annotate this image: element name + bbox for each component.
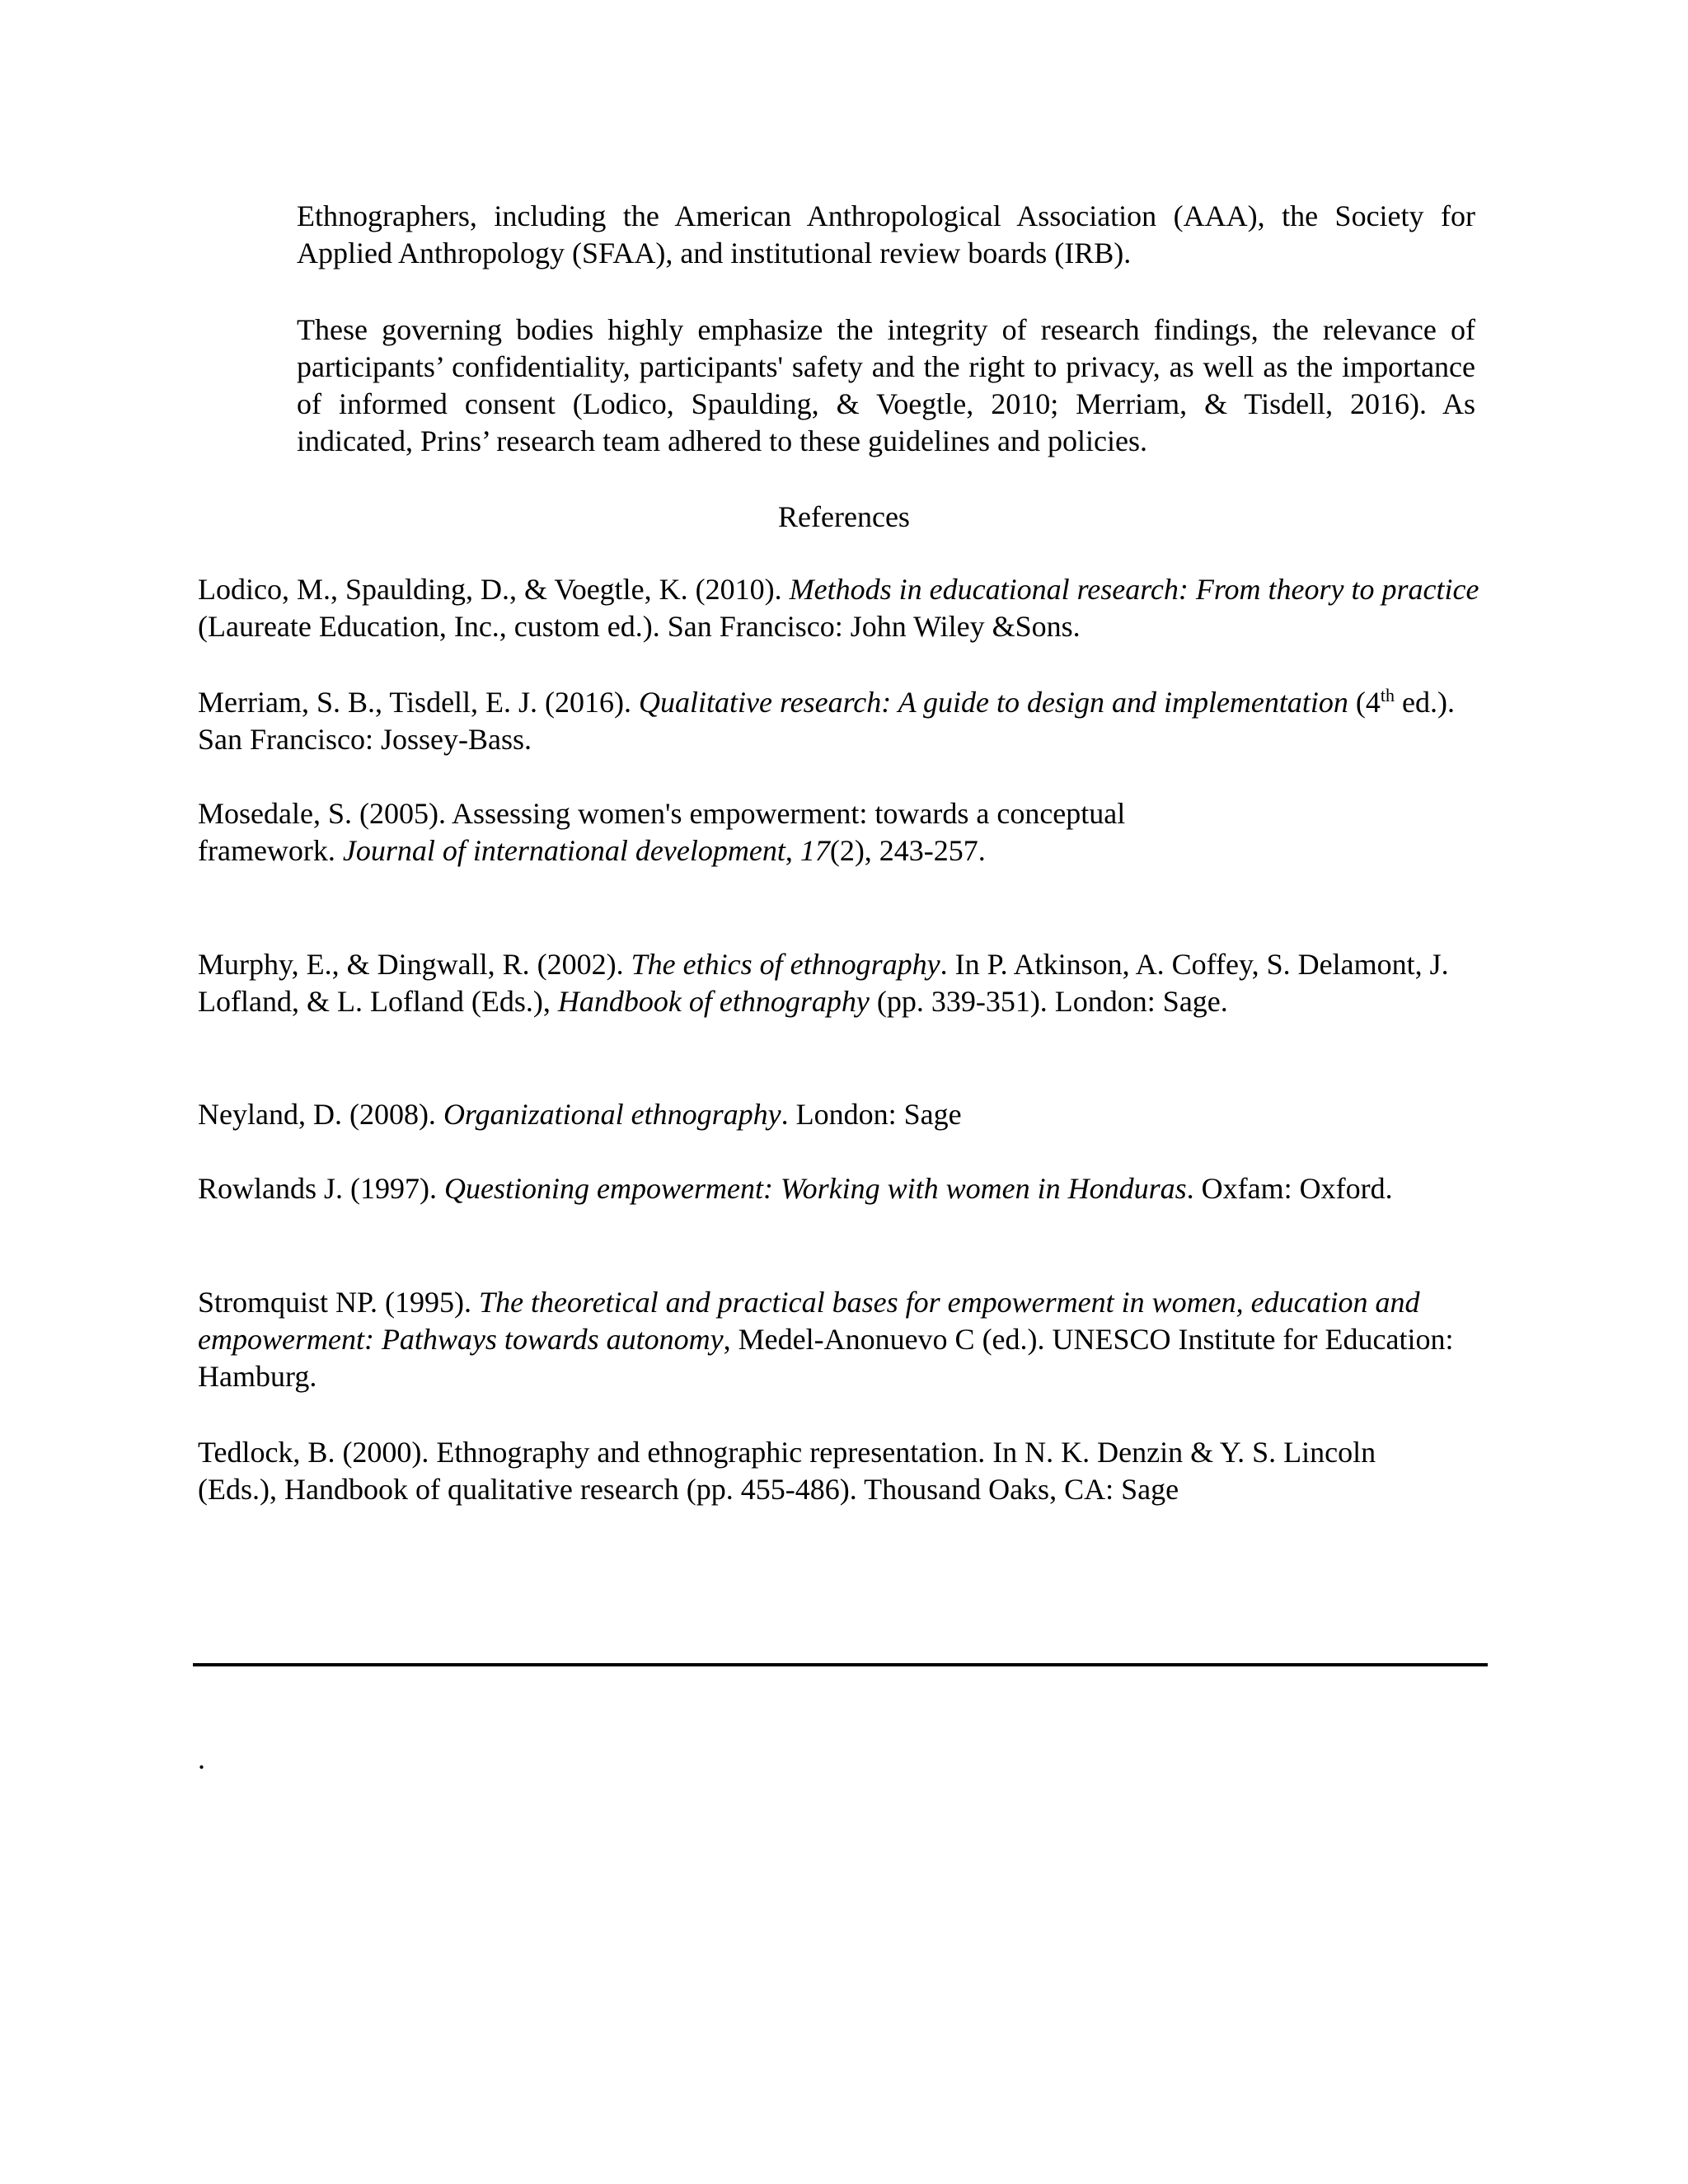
reference-details: (2), 243-257. (829, 834, 986, 867)
reference-journal: Journal of international development (342, 834, 785, 867)
reference-authors: Murphy, E., & Dingwall, R. (2002). (198, 948, 631, 981)
horizontal-rule (193, 1663, 1488, 1666)
reference-title: The theoretical and practical bases for empowerment in women, education and empowerment: Pathways towards autonomy (198, 1286, 1420, 1356)
reference-authors: Neyland, D. (2008). (198, 1098, 443, 1131)
reference-entry (198, 1170, 1451, 1207)
reference-middle: . In P. Atkinson, A. Coffey, S. Delamont, J. Lofland, & L. Lofland (Eds.), (198, 948, 1449, 1018)
reference-volume: 17 (799, 834, 830, 867)
reference-entry (198, 571, 1492, 645)
reference-details: . London: Sage (781, 1098, 962, 1131)
reference-entry: Tedlock, B. (2000). Ethnography and ethnographic representation. In N. K. Denzin & Y. S. Lincoln (Eds.), Handbook of qualitative research (pp. 455-486). Thousand Oaks, CA: Sage (198, 1436, 1376, 1506)
reference-entry (198, 684, 1492, 758)
footnote-mark: . (198, 1742, 205, 1775)
reference-entry (198, 1284, 1492, 1395)
reference-title: The ethics of ethnography (631, 948, 940, 981)
reference-title: Methods in educational research: From theory to practice (789, 573, 1479, 606)
reference-authors: Lodico, M., Spaulding, D., & Voegtle, K. (2010). (198, 573, 790, 606)
body-paragraph (297, 198, 1475, 272)
paragraph-text: These governing bodies highly emphasize the integrity of research findings, the relevance of participants’ confidentiality, participants' safety and the right to privacy, as well as the importance of informed consent (Lodico, Spaulding, & Voegtle, 2010; Merriam, & Tisdell, 2016). As indicated, Prins’ research team adhered to these guidelines and policies. (297, 313, 1475, 457)
reference-title: Qualitative research: A guide to design and implementation (639, 686, 1348, 719)
reference-authors: Stromquist NP. (1995). (198, 1286, 480, 1319)
paragraph-text: Ethnographers, including the American Anthropological Association (AAA), the Society for Applied Anthropology (SFAA), and institutional review boards (IRB). (297, 199, 1475, 269)
reference-edition-superscript: th (1380, 685, 1395, 705)
reference-details: . Oxfam: Oxford. (1186, 1172, 1393, 1205)
body-paragraph (297, 312, 1475, 460)
reference-separator: , (785, 834, 800, 867)
reference-details: (Laureate Education, Inc., custom ed.). San Francisco: John Wiley &Sons. (198, 610, 1081, 643)
reference-details: , Medel-Anonuevo C (ed.). UNESCO Institute for Education: Hamburg. (198, 1323, 1454, 1393)
reference-entry (198, 1096, 1492, 1133)
reference-title: Questioning empowerment: Working with women in Honduras (444, 1172, 1187, 1205)
reference-details: ed.). San Francisco: Jossey-Bass. (198, 686, 1455, 756)
reference-book: Handbook of ethnography (557, 985, 870, 1018)
references-heading: References (778, 500, 910, 533)
reference-entry (198, 795, 1269, 869)
reference-authors: Mosedale, S. (2005). Assessing women's empowerment: towards a conceptual framework. (198, 797, 1126, 867)
reference-authors: Merriam, S. B., Tisdell, E. J. (2016). (198, 686, 640, 719)
reference-details: (pp. 339-351). London: Sage. (869, 985, 1228, 1018)
reference-entry (198, 946, 1451, 1020)
reference-edition: (4 (1348, 686, 1381, 719)
reference-title: Organizational ethnography (443, 1098, 781, 1131)
reference-authors: Rowlands J. (1997). (198, 1172, 444, 1205)
